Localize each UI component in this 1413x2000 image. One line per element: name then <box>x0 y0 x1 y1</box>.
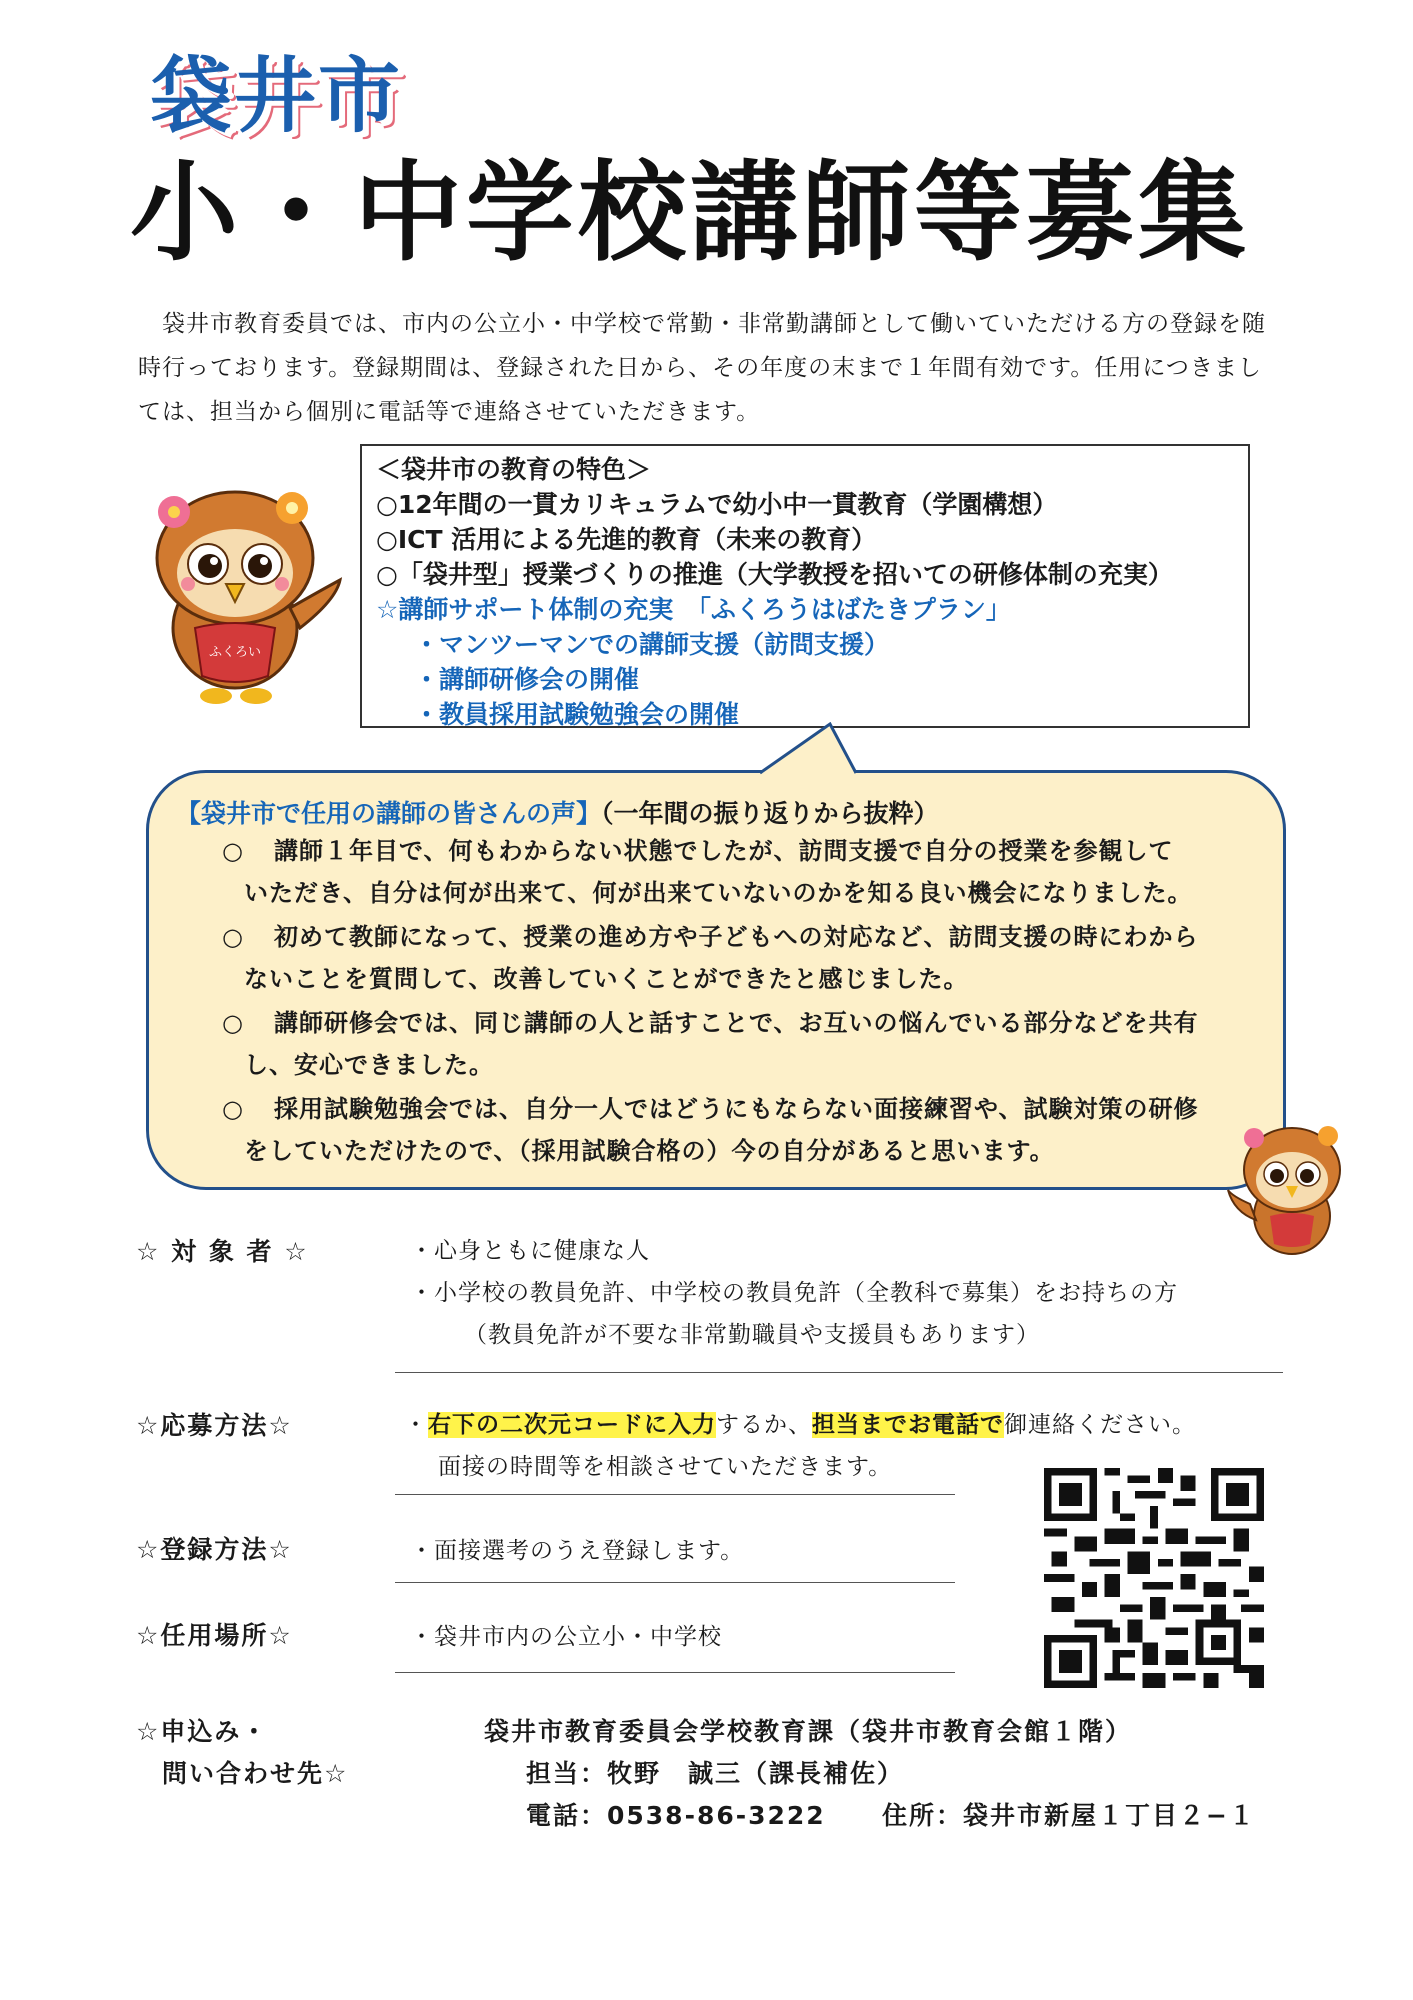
divider <box>395 1672 955 1673</box>
owl-mascot-small-icon <box>1226 1116 1356 1262</box>
divider <box>395 1582 955 1583</box>
contact-address: 住所：袋井市新屋１丁目２−１ <box>882 1801 1256 1830</box>
divider <box>395 1372 1283 1373</box>
city-title: 袋井市 <box>150 49 403 144</box>
voice-item: ○ 初めて教師になって、授業の進め方や子どもへの対応など、訪問支援の時にわから ないことを質問して、改善していくことができたと感じました。 <box>222 916 1282 1000</box>
place-label: ☆任用場所☆ <box>136 1621 293 1650</box>
support-title: ☆講師サポート体制の充実 「ふくろうはばたきプラン」 <box>376 595 1011 624</box>
education-features-box <box>360 444 1250 728</box>
apply-label: ☆応募方法☆ <box>136 1411 293 1440</box>
circle-bullet-icon: ○ <box>222 923 244 951</box>
contact-label: ☆申込み・ <box>136 1717 269 1746</box>
support-item: ・マンツーマンでの講師支援（訪問支援） <box>414 630 890 659</box>
owl-mascot-icon <box>140 478 350 710</box>
contact-label-2: 問い合わせ先☆ <box>162 1759 349 1788</box>
qr-code-icon[interactable] <box>1044 1468 1264 1688</box>
target-line: ・心身ともに健康な人 <box>410 1238 650 1264</box>
voice-item: ○ 講師研修会では、同じ講師の人と話すことで、お互いの悩んでいる部分などを共有 し、安心できました。 <box>222 1002 1282 1086</box>
target-label: ☆ 対 象 者 ☆ <box>136 1237 309 1266</box>
highlight-phone: 担当までお電話で <box>812 1412 1004 1438</box>
circle-bullet-icon: ○ <box>222 1095 244 1123</box>
target-note: （教員免許が不要な非常勤職員や支援員もあります） <box>464 1322 1040 1348</box>
voices-heading-title: 【袋井市で任用の講師の皆さんの声】 <box>176 799 602 828</box>
voices-heading <box>176 794 939 830</box>
intro-paragraph: 袋井市教育委員では、市内の公立小・中学校で常勤・非常勤講師として働いていただける方の登録を随時行っております。登録期間は、登録された日から、その年度の末まで１年間有効です。任用につきましては、担当から個別に電話等で連絡させていただきます。 <box>138 311 1266 425</box>
support-item: ・講師研修会の開催 <box>414 665 640 694</box>
target-line: ・小学校の教員免許、中学校の教員免許（全教科で募集）をお持ちの方 <box>410 1280 1178 1306</box>
page-title: 小・中学校講師等募集 <box>130 151 1251 276</box>
divider <box>395 1494 955 1495</box>
circle-bullet-icon: ○ <box>222 837 244 865</box>
mascot-apron-label: ふくろい <box>208 645 262 660</box>
feature-item: ○12年間の一貫カリキュラムで幼小中一貫教育（学園構想） <box>376 490 1058 519</box>
highlight-qr: 右下の二次元コードに入力 <box>428 1412 716 1438</box>
contact-org: 袋井市教育委員会学校教育課（袋井市教育会館１階） <box>484 1717 1133 1746</box>
speech-bubble-tail <box>760 722 870 782</box>
register-label: ☆登録方法☆ <box>136 1535 293 1564</box>
voice-item: ○ 採用試験勉強会では、自分一人ではどうにもならない面接練習や、試験対策の研修 をしていただけたので、（採用試験合格の）今の自分があると思います。 <box>222 1088 1282 1172</box>
feature-item: ○「袋井型」授業づくりの推進（大学教授を招いての研修体制の充実） <box>376 560 1173 589</box>
voices-heading-note: （一年間の振り返りから抜粋） <box>601 799 939 828</box>
apply-text-line2: 面接の時間等を相談させていただきます。 <box>438 1454 893 1480</box>
register-text: ・面接選考のうえ登録します。 <box>410 1538 745 1564</box>
circle-bullet-icon: ○ <box>222 1009 244 1037</box>
support-item: ・教員採用試験勉強会の開催 <box>414 700 740 729</box>
voice-item: ○ 講師１年目で、何もわからない状態でしたが、訪問支援で自分の授業を参観して いただき、自分は何が出来て、何が出来ていないのかを知る良い機会になりました。 <box>222 830 1282 914</box>
feature-item: ○ICT 活用による先進的教育（未来の教育） <box>376 525 877 554</box>
contact-person: 担当：牧野 誠三（課長補佐） <box>526 1759 905 1788</box>
features-heading: ＜袋井市の教育の特色＞ <box>376 455 652 484</box>
contact-phone[interactable]: 電話：0538-86-3222 <box>526 1801 826 1830</box>
place-text: ・袋井市内の公立小・中学校 <box>410 1624 722 1650</box>
apply-text: ・右下の二次元コードに入力するか、担当までお電話で御連絡ください。 <box>404 1412 1196 1438</box>
